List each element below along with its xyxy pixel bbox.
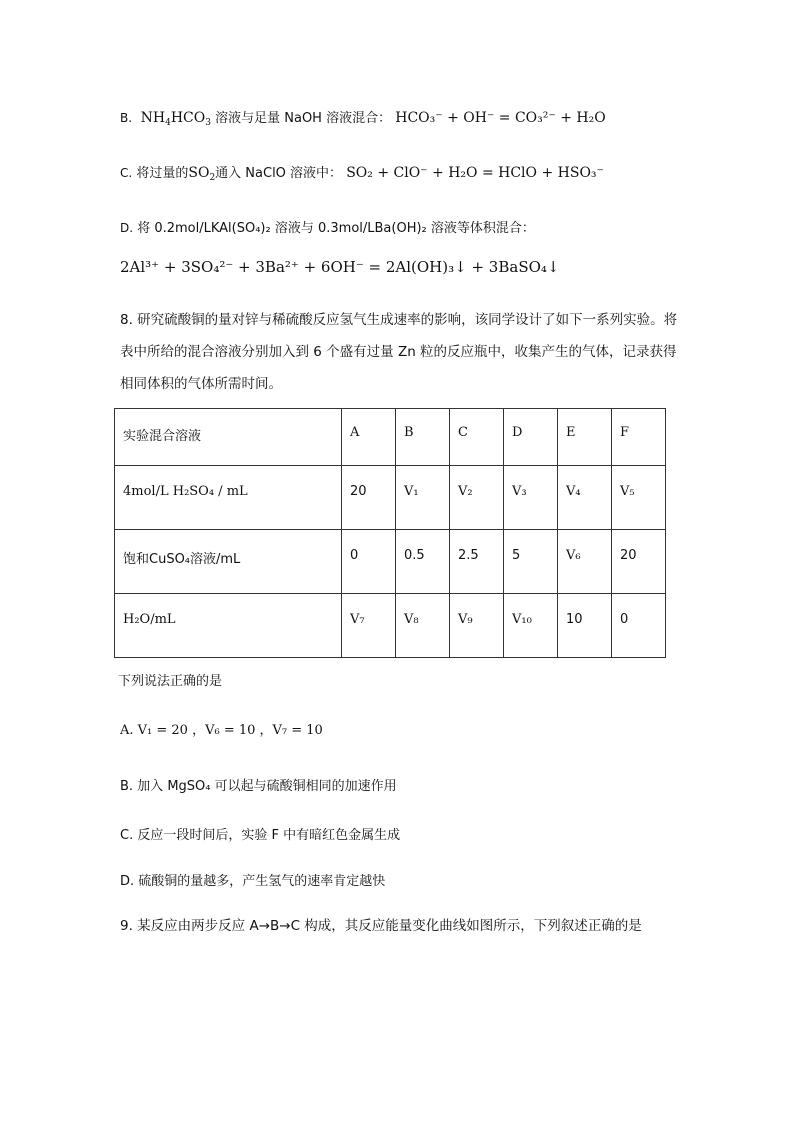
question-8-option-b: B. 加入 MgSO₄ 可以起与硫酸铜相同的加速作用 xyxy=(120,779,397,794)
table-row xyxy=(115,594,666,658)
table-cell: 2.5 xyxy=(458,548,479,563)
table-cell: V₅ xyxy=(620,484,635,499)
table-cell: V₉ xyxy=(458,612,473,627)
table-cell: 5 xyxy=(512,548,521,563)
question-8-prompt: 下列说法正确的是 xyxy=(118,674,223,689)
table-cell: 0.5 xyxy=(404,548,425,563)
table-row xyxy=(115,466,666,530)
table-header-row xyxy=(115,409,666,466)
table-header-cell: E xyxy=(566,425,576,440)
option-c-label: C. xyxy=(120,166,133,180)
table-header-cell: A xyxy=(350,425,360,440)
option-b-label: B. xyxy=(120,111,133,125)
table-row xyxy=(115,530,666,594)
table-header-cell: F xyxy=(620,425,630,440)
table-cell: 饱和CuSO₄溶液/mL xyxy=(123,552,241,567)
option-d-text: 将 0.2mol/LKAl(SO₄)₂ 溶液与 0.3mol/LBa(OH)₂ 溶液等体积混合： xyxy=(137,221,535,236)
option-c-equation: SO₂ + ClO⁻ + H₂O = HClO + HSO₃⁻ xyxy=(346,165,604,181)
table-cell: 0 xyxy=(620,612,629,627)
table-cell: H₂O/mL xyxy=(123,612,176,627)
table-header-cell: B xyxy=(404,425,414,440)
question-8-option-d: D. 硫酸铜的量越多，产生氢气的速率肯定越快 xyxy=(120,874,386,889)
option-d xyxy=(120,217,535,236)
option-b-equation: HCO₃⁻ + OH⁻ = CO₃²⁻ + H₂O xyxy=(395,110,606,126)
table-cell: V₁ xyxy=(404,484,419,499)
table-cell: 10 xyxy=(566,612,583,627)
question-8-text: 8. 研究硫酸铜的量对锌与稀硫酸反应氢气生成速率的影响，该同学设计了如下一系列实验。将表中所给的混合溶液分别加入到 6 个盛有过量 Zn 粒的反应瓶中，收集产生的气体，记录获得相同体积的气体所需时间。 xyxy=(120,312,678,392)
table-cell: V₆ xyxy=(566,548,581,563)
option-b xyxy=(120,107,606,126)
option-c xyxy=(120,162,604,181)
table-cell: 4mol/L H₂SO₄ / mL xyxy=(123,484,248,499)
option-b-reagent: $NH_4HCO_3$ xyxy=(136,110,211,128)
table-cell: 20 xyxy=(350,484,367,499)
option-d-equation: 2Al³⁺ + 3SO₄²⁻ + 3Ba²⁺ + 6OH⁻ = 2Al(OH)₃↓ + 3BaSO₄↓ xyxy=(120,258,560,276)
question-9-text: 9. 某反应由两步反应 A→B→C 构成，其反应能量变化曲线如图所示，下列叙述正确的是 xyxy=(120,918,642,934)
option-d-label: D. xyxy=(120,221,134,235)
question-8-option-a: A. V₁ = 20 ，V₆ = 10 ，V₇ = 10 xyxy=(120,723,323,738)
question-8-option-c: C. 反应一段时间后，实验 F 中有暗红色金属生成 xyxy=(120,828,401,843)
option-c-text1: 将过量的 xyxy=(136,166,189,181)
option-c-text2: 通入 NaClO 溶液中： xyxy=(215,166,343,181)
table-cell: V₁₀ xyxy=(512,612,532,627)
table-cell: 0 xyxy=(350,548,359,563)
table-header-cell: C xyxy=(458,425,468,440)
option-b-desc: 溶液与足量 NaOH 溶液混合： xyxy=(215,111,392,126)
table-cell: V₂ xyxy=(458,484,473,499)
table-cell: V₄ xyxy=(566,484,581,499)
table-cell: V₇ xyxy=(350,612,365,627)
option-c-so2: $SO_2$ xyxy=(188,165,216,183)
table-cell: 20 xyxy=(620,548,637,563)
experiment-table xyxy=(114,408,666,658)
table-cell: V₃ xyxy=(512,484,527,499)
table-header-cell: D xyxy=(512,425,523,440)
table-cell: V₈ xyxy=(404,612,419,627)
table-header-cell: 实验混合溶液 xyxy=(123,429,202,444)
